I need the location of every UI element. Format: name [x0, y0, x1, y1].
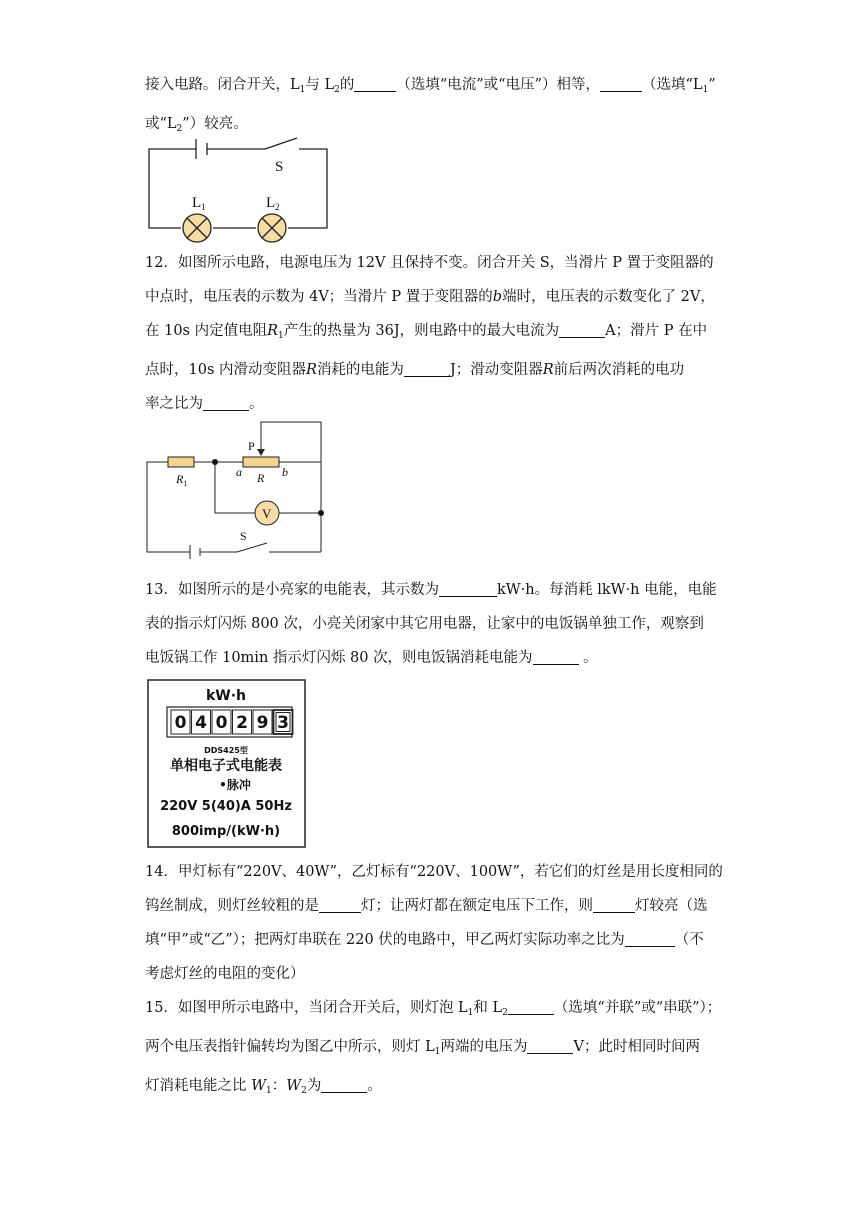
text: 考虑灯丝的电阻的变化）	[145, 966, 305, 982]
text: ：	[271, 1078, 287, 1094]
answer-blank[interactable]	[625, 930, 675, 947]
meter-digit: 3	[277, 713, 289, 733]
text: 中点时，电压表的示数为 4V；当滑片 P 置于变阻器的	[145, 289, 493, 305]
end-b-label: b	[282, 465, 288, 479]
text: ”）较亮。	[182, 116, 248, 132]
sub: 1	[434, 1047, 441, 1057]
text: 端时，电压表的示数变化了 2V，	[502, 289, 715, 305]
answer-blank[interactable]	[319, 896, 361, 913]
meter-digit: 9	[256, 713, 269, 733]
meter-pulse: •脉冲	[219, 778, 251, 792]
q14-text	[145, 855, 723, 991]
text: 钨丝制成，则灯丝较粗的是	[145, 898, 319, 914]
q12-circuit-diagram	[145, 420, 330, 560]
sub: 2	[334, 85, 340, 95]
switch-label: S	[240, 529, 247, 543]
meter-model: DDS425型	[204, 746, 248, 755]
text: 灯；让两灯都在额定电压下工作，则	[361, 898, 593, 914]
text: 表的指示灯闪烁 800 次，小亮关闭家中其它用电器，让家中的电饭锅单独工作，观察到	[145, 616, 704, 632]
lamp1-label: $L_1$	[192, 195, 206, 212]
text: W	[251, 1078, 267, 1094]
answer-blank[interactable]	[533, 648, 579, 665]
sub: 2	[176, 124, 183, 134]
meter-name: 单相电子式电能表	[170, 758, 282, 774]
text: 接入电路。闭合开关，L	[145, 77, 300, 93]
text: 填“甲”或“乙”）；把两灯串联在 220 伏的电路中，甲乙两灯实际功率之比为	[145, 932, 625, 948]
text: 。	[367, 1078, 382, 1094]
text: 点时，10s 内滑动变阻器	[145, 362, 307, 378]
text: kW·h。每消耗 lkW·h 电能，电能	[496, 582, 717, 598]
text: 两个电压表指针偏转均为图乙中所示，则灯 L	[145, 1039, 435, 1055]
text: b	[492, 289, 503, 305]
sub: 2	[301, 1086, 307, 1096]
meter-rating: 220V 5(40)A 50Hz	[160, 799, 292, 814]
text: 。	[578, 650, 598, 666]
text: 14．甲灯标有“220V、40W”，乙灯标有“220V、100W”，若它们的灯丝是用长度相同的	[145, 864, 723, 880]
text: 消耗的电能为	[316, 362, 404, 378]
q12-text	[145, 246, 717, 421]
answer-blank[interactable]	[321, 1076, 367, 1093]
rheostat-label: R	[257, 471, 265, 485]
r1-label: $R_1$	[176, 472, 188, 488]
text: （选填“电流”或“电压”）相等，	[396, 77, 601, 93]
meter-digit: 2	[236, 713, 248, 733]
answer-blank[interactable]	[593, 896, 635, 913]
text: （不	[674, 932, 704, 948]
answer-blank[interactable]	[203, 394, 249, 411]
text: 为	[306, 1078, 322, 1094]
q11-circuit-diagram	[145, 135, 335, 245]
end-a-label: a	[236, 465, 242, 479]
sub: 1	[266, 1086, 272, 1096]
sub: 2	[502, 1008, 508, 1018]
text: 前后两次消耗的电功	[553, 362, 685, 378]
sub: 1	[278, 331, 284, 341]
text: 在 10s 内定值电阻	[145, 323, 268, 339]
text: V；此时相同时间两	[573, 1039, 700, 1055]
answer-blank[interactable]	[404, 360, 450, 377]
sub: 1	[702, 85, 709, 95]
text: R	[267, 323, 279, 339]
answer-blank[interactable]	[527, 1037, 573, 1054]
text: 电饭锅工作 10min 指示灯闪烁 80 次，则电饭锅消耗电能为	[145, 650, 533, 666]
meter-digit: 0	[215, 713, 228, 733]
text: A；滑片 P 在中	[605, 323, 708, 339]
text: 率之比为	[145, 396, 203, 412]
q15-text	[145, 991, 722, 1108]
voltmeter	[255, 501, 279, 525]
electricity-meter-figure	[147, 679, 307, 849]
text: 或“L	[145, 116, 177, 132]
text: ”	[708, 77, 716, 93]
lamp-l1	[183, 214, 211, 242]
lamp2-label: $L_2$	[266, 195, 280, 212]
meter-digit: 0	[174, 713, 187, 733]
text: R	[306, 362, 317, 378]
meter-constant: 800imp/(kW·h)	[171, 824, 281, 839]
text: （选填“L	[642, 77, 703, 93]
text: 灯较亮（选	[635, 898, 708, 914]
text: 和 L	[473, 1000, 503, 1016]
meter-digit: 4	[195, 713, 207, 733]
answer-blank[interactable]	[354, 75, 396, 92]
text: 15．如图甲所示电路中，当闭合开关后，则灯泡 L	[145, 1000, 468, 1016]
text: 。	[249, 396, 264, 412]
lamp-l2	[258, 214, 286, 242]
text: J；滑动变阻器	[449, 362, 543, 378]
answer-blank[interactable]	[600, 75, 642, 92]
text: 的	[339, 77, 355, 93]
switch-label: S	[275, 159, 284, 175]
text: 产生的热量为 36J，则电路中的最大电流为	[283, 323, 560, 339]
svg-text:V: V	[262, 506, 272, 521]
answer-blank[interactable]	[439, 580, 497, 597]
sub: 1	[467, 1008, 474, 1018]
answer-blank[interactable]	[559, 321, 605, 338]
text: （选填“并联”或“串联”）；	[553, 1000, 722, 1016]
text: 13．如图所示的是小亮家的电能表，其示数为	[145, 582, 439, 598]
text: 两端的电压为	[440, 1039, 528, 1055]
text: W	[286, 1078, 302, 1094]
text: 12．如图所示电路，电源电压为 12V 且保持不变。闭合开关 S，当滑片 P 置于变阻器的	[145, 255, 714, 271]
text: R	[542, 362, 554, 378]
text: 灯消耗电能之比	[145, 1078, 247, 1094]
q13-text	[145, 573, 717, 675]
slider-label: P	[248, 439, 255, 453]
text: 与 L	[305, 77, 335, 93]
answer-blank[interactable]	[508, 998, 554, 1015]
meter-unit: kW·h	[205, 688, 247, 704]
sub: 1	[299, 85, 306, 95]
